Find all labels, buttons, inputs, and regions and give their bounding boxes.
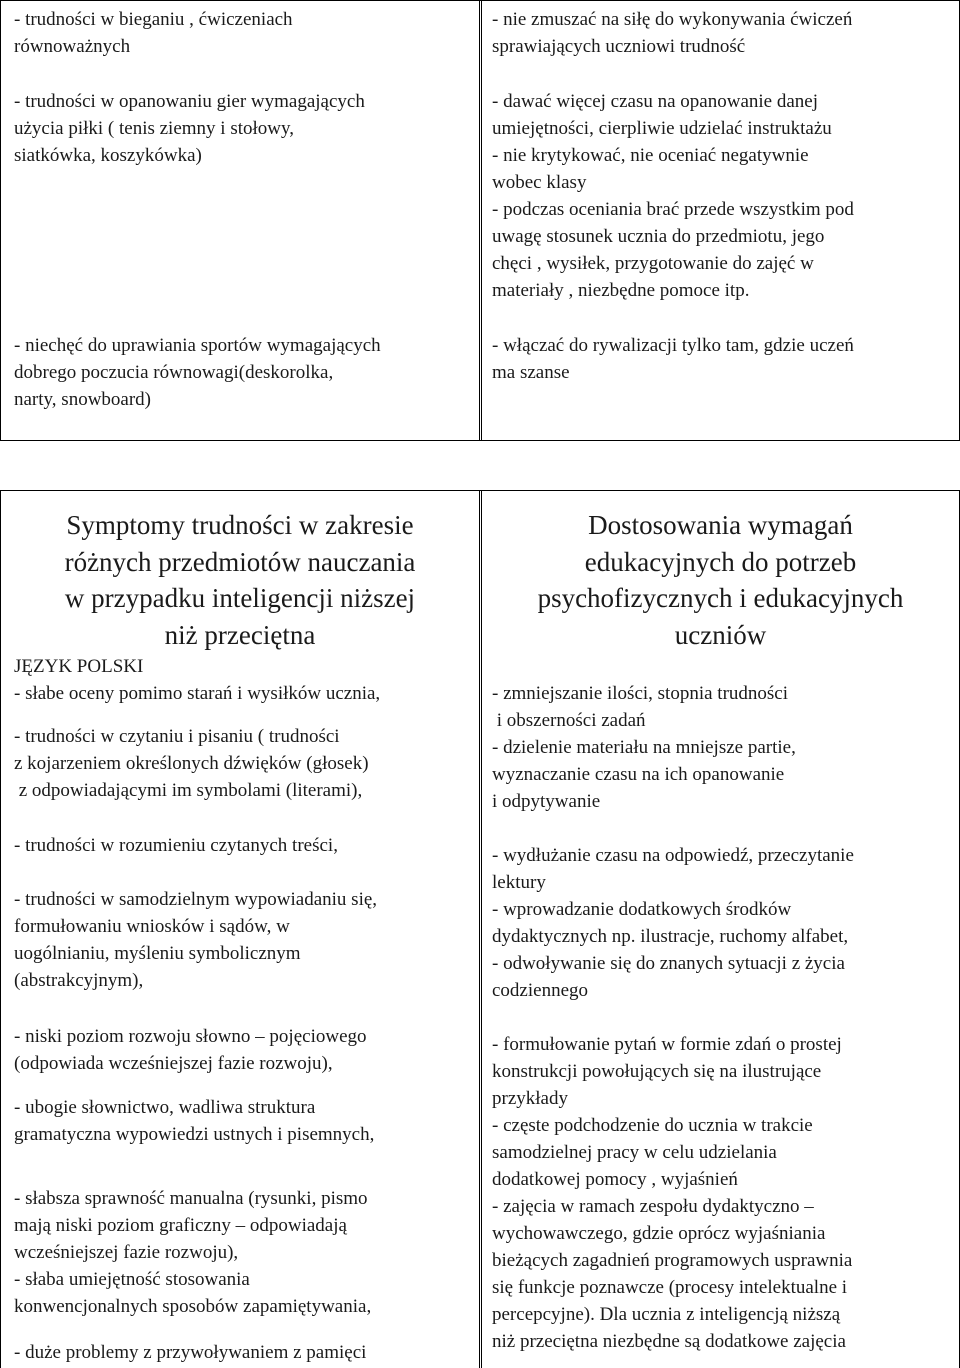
symptom-low-grades: JĘZYK POLSKI - słabe oceny pomimo starań i wysiłków ucznia,	[14, 653, 380, 707]
difficulty-balance: - trudności w bieganiu , ćwiczeniach równoważnych	[14, 9, 293, 57]
adjustments-heading: Dostosowania wymagań edukacyjnych do potrzeb psychofizycznych i edukacyjnych uczniów	[537, 510, 904, 650]
column-divider	[481, 1, 482, 440]
symptom-memory: - duże problemy z przywoływaniem z pamięci	[14, 1342, 367, 1363]
adjustment-more-time: - dawać więcej czasu na opanowanie danej umiejętności, cierpliwie udzielać instruktażu - nie krytykować, nie oceniać negatywnie wobec klasy - podczas oceniania brać przede wszystkim pod uwagę stosunek ucznia do przedmiotu, jego chęci , wysiłek, przygotowanie do zajęć w materiały , niezbędne pomoce itp.	[492, 91, 854, 301]
adjustment-extend-time: - wydłużanie czasu na odpowiedź, przeczytanie lektury - wprowadzanie dodatkowych środków dydaktycznych np. ilustracje, ruchomy alfabet, - odwoływanie się do znanych sytuacji z życia codziennego	[492, 845, 854, 1001]
symptom-comprehension: - trudności w rozumieniu czytanych treści,	[14, 835, 338, 856]
adjustment-simple-questions: - formułowanie pytań w formie zdań o prostej konstrukcji powołujących się na ilustrujące przykłady - częste podchodzenie do ucznia w trakcie samodzielnej pracy w celu udzielania dodatkowej pomocy , wyjaśnień - zajęcia w ramach zespołu dydaktyczno – wychowawczego, gdzie oprócz wyjaśniania bieżących zagadnień programowych usprawnia się funkcje poznawcze (procesy intelektualne i percepcyjne). Dla ucznia z inteligencją niższą niż przeciętna niezbędne są dodatkowe zajęcia	[492, 1034, 853, 1352]
adjustment-reduce-tasks: - zmniejszanie ilości, stopnia trudności i obszerności zadań - dzielenie materiału na mniejsze partie, wyznaczanie czasu na ich opanowanie i odpytywanie	[492, 683, 796, 812]
adjustment-no-force: - nie zmuszać na siłę do wykonywania ćwiczeń sprawiających uczniowi trudność	[492, 9, 853, 57]
symptom-manual-skills: - słabsza sprawność manualna (rysunki, pismo mają niski poziom graficzny – odpowiadają wcześniejszej fazie rozwoju), - słaba umiejętność stosowania konwencjonalnych sposobów zapamiętywania,	[14, 1188, 372, 1317]
bottom-table	[0, 490, 960, 1368]
subject-label: JĘZYK POLSKI	[14, 656, 144, 677]
column-divider	[479, 491, 480, 1368]
symptom-self-expression: - trudności w samodzielnym wypowiadaniu się, formułowaniu wniosków i sądów, w uogólnianiu, myśleniu symbolicznym (abstrakcyjnym),	[14, 889, 378, 991]
top-table	[0, 0, 960, 441]
column-divider	[479, 1, 480, 440]
adjustment-competition: - włączać do rywalizacji tylko tam, gdzie uczeń ma szanse	[492, 335, 854, 383]
symptoms-heading: Symptomy trudności w zakresie różnych przedmiotów nauczania w przypadku inteligencji niższej niż przeciętna	[64, 510, 416, 650]
difficulty-balance-sports: - niechęć do uprawiania sportów wymagających dobrego poczucia równowagi(deskorolka, narty, snowboard)	[14, 335, 381, 410]
symptom-reading-writing: - trudności w czytaniu i pisaniu ( trudności z kojarzeniem określonych dźwięków (głosek) z odpowiadającymi im symbolami (literami),	[14, 726, 369, 801]
symptom-verbal-development: - niski poziom rozwoju słowno – pojęciowego (odpowiada wcześniejszej fazie rozwoju),	[14, 1026, 367, 1074]
symptom-vocabulary: - ubogie słownictwo, wadliwa struktura gramatyczna wypowiedzi ustnych i pisemnych,	[14, 1097, 375, 1145]
difficulty-ball-games: - trudności w opanowaniu gier wymagających użycia piłki ( tenis ziemny i stołowy, siatkówka, koszykówka)	[14, 91, 365, 166]
